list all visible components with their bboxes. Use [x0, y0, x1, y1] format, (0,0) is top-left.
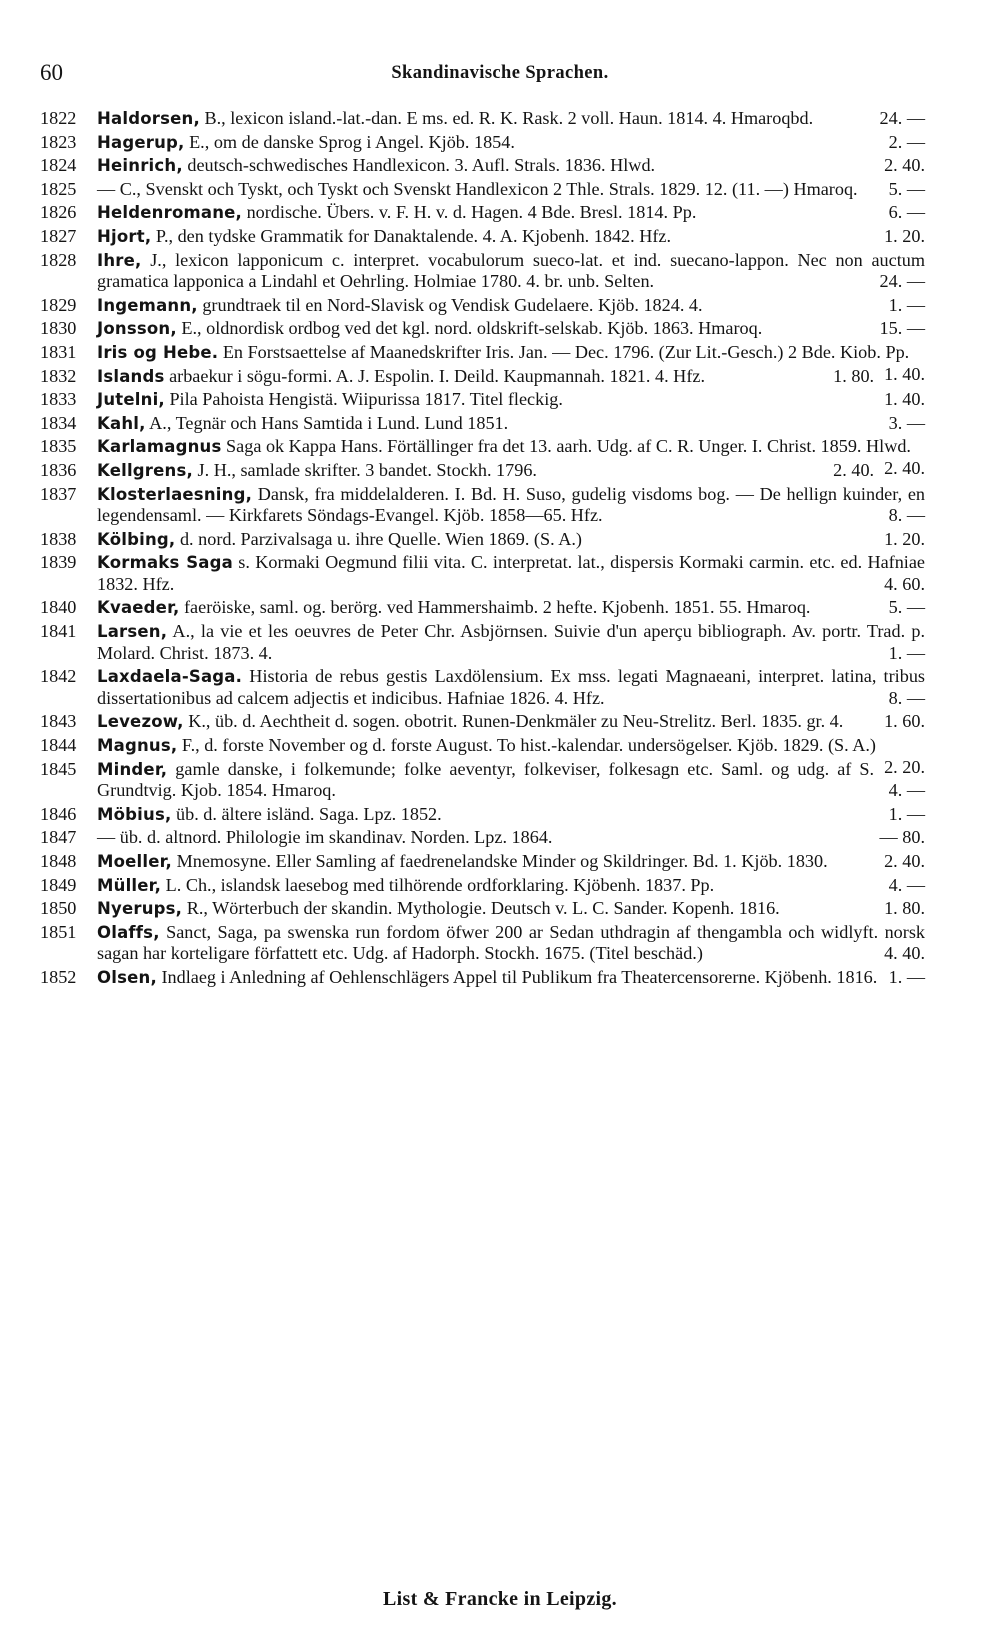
entry-keyword: Kölbing, [97, 529, 176, 549]
entry-price: 1. — [888, 803, 925, 824]
list-item [40, 108, 925, 130]
entry-keyword: Möbius, [97, 804, 172, 824]
entry-keyword: Heldenromane, [97, 203, 243, 223]
entry-price: 5. — [888, 597, 925, 618]
entry-keyword: Hjort, [97, 226, 152, 246]
list-item [40, 621, 925, 664]
entry-keyword: Jutelni, [97, 390, 165, 410]
entry-description: Sanct, Saga, pa swenska run fordom öfwer 200 ar Sedan uthdragin af thengambla och widlyft. norsk sagan har korteligare författett etc. Udg. af Hadorph. Stockh. 1675. (Titel beschäd.) [97, 921, 925, 964]
entry-number: 1835 [40, 436, 77, 457]
entry-description: B., lexicon island.-lat.-dan. E ms. ed. R. K. Rask. 2 voll. Haun. 1814. 4. Hmaroqbd. [199, 108, 814, 128]
entry-price: 1. 20. [884, 528, 925, 549]
list-item [40, 804, 925, 826]
list-item [40, 851, 925, 873]
list-item [40, 457, 925, 482]
list-item [40, 922, 925, 965]
entry-description: deutsch-schwedisches Handlexicon. 3. Aufl. Strals. 1836. Hlwd. [182, 155, 656, 176]
entry-number: 1838 [40, 528, 77, 549]
list-item [40, 413, 925, 435]
entry-price: 2. 40. [884, 155, 925, 176]
entry-number: 1843 [40, 711, 77, 732]
entry-keyword: Laxdaela-Saga. [97, 667, 243, 687]
entry-price: 2. 20. [884, 756, 925, 777]
entry-price: 15. — [879, 318, 925, 339]
entry-price: 1. 80. [884, 898, 925, 919]
entry-price: 8. — [888, 687, 925, 708]
entry-number: 1846 [40, 803, 77, 824]
entry-keyword: Karlamagnus [97, 437, 222, 457]
entry-body [97, 155, 925, 177]
entry-number: 1831 [40, 341, 77, 362]
list-item [40, 484, 925, 527]
entry-price: 5. — [888, 178, 925, 199]
list-item [40, 827, 925, 849]
entry-description: gamle danske, i folkemunde; folke aeventyr, folkeviser, folkesagn etc. Saml. og udg. af S. Grundtvig. Kjob. 1854. Hmaroq. [97, 758, 875, 801]
entry-keyword: Iris og Hebe. [97, 342, 219, 362]
entry-description: Indlaeg i Anledning af Oehlenschlägers Appel til Publikum fra Theatercensorerne. Kjöbenh. 1816. [156, 966, 878, 987]
entry-description: E., oldnordisk ordbog ved det kgl. nord. oldskrift-selskab. Kjöb. 1863. Hmaroq. [176, 318, 763, 339]
entry-body [97, 666, 925, 709]
entry-description: — C., Svenskt och Tyskt, och Tyskt och Svenskt Handlexicon 2 Thle. Strals. 1829. 12. (11. —) Hmaroq. [97, 178, 858, 199]
entry-price: 3. — [888, 412, 925, 433]
page-number: 60 [40, 60, 63, 85]
entry-description: R., Wörterbuch der skandin. Mythologie. Deutsch v. L. C. Sander. Kopenh. 1816. [182, 898, 780, 919]
entry-body [97, 804, 925, 826]
entry-body [97, 457, 925, 482]
list-item [40, 711, 925, 733]
entry-price: 1. 80. [833, 365, 875, 386]
publisher-footer: List & Francke in Leipzig. [383, 1588, 617, 1610]
entry-body [97, 226, 925, 248]
entry-number: 1828 [40, 249, 77, 270]
entry-body [97, 711, 925, 733]
entry-price: 6. — [888, 202, 925, 223]
entry-description: E., om de danske Sprog i Angel. Kjöb. 1854. [184, 131, 515, 152]
list-item [40, 552, 925, 595]
entry-number: 1826 [40, 202, 77, 223]
list-item [40, 756, 925, 802]
entry-body [97, 875, 925, 897]
entry-body [97, 827, 925, 849]
entry-body [97, 756, 925, 802]
running-title: Skandinavische Sprachen. [391, 63, 609, 83]
entry-number: 1839 [40, 552, 77, 573]
entry-description: nordische. Übers. v. F. H. v. d. Hagen. 4 Bde. Bresl. 1814. Pp. [242, 202, 697, 223]
list-item [40, 363, 925, 388]
entry-description: Historia de rebus gestis Laxdölensium. Ex mss. legati Magnaeani, interpret. latina, tribus dissertationibus ad calcem adjectis et indicibus. Hafniae 1826. 4. Hfz. [97, 666, 925, 708]
entry-description: J., lexicon lapponicum c. interpret. vocabulorum sueco-lat. et ind. suecano-lappon. Nec non auctum gramatica lapponica a Lindahl et Oehrling. Holmiae 1780. 4. br. unb. Selten. [97, 249, 925, 292]
entry-body [97, 484, 925, 527]
entry-price: 4. 40. [884, 943, 925, 964]
entry-keyword: Magnus, [97, 736, 178, 756]
entry-price: 4. — [888, 780, 925, 801]
entry-description: A., la vie et les oeuvres de Peter Chr. Asbjörnsen. Suivie d'un aperçu bibliograph. Av. portr. Trad. p. Molard. Christ. 1873. 4. [97, 621, 925, 663]
entry-number: 1851 [40, 921, 77, 942]
entry-keyword: Kahl, [97, 413, 146, 433]
entry-number: 1836 [40, 459, 77, 480]
entry-price: 2. 40. [884, 457, 925, 478]
entry-number: 1827 [40, 225, 77, 246]
entry-description: — üb. d. altnord. Philologie im skandinav. Norden. Lpz. 1864. [97, 827, 553, 848]
entry-description: P., den tydske Grammatik for Danaktalende. 4. A. Kjobenh. 1842. Hfz. [151, 225, 672, 246]
list-item [40, 898, 925, 920]
entry-description: s. Kormaki Oegmund filii vita. C. interpretat. lat., dispersis Kormaki carmin. etc. ed. Hafniae 1832. Hfz. [97, 552, 925, 594]
entry-keyword: Ingemann, [97, 295, 198, 315]
entry-number: 1842 [40, 666, 77, 687]
entry-number: 1848 [40, 851, 77, 871]
entry-price: 1. — [888, 966, 925, 987]
entry-number: 1837 [40, 483, 77, 504]
entry-number: 1834 [40, 412, 77, 433]
entry-keyword: Kormaks Saga [97, 553, 233, 573]
list-item [40, 529, 925, 551]
entry-price: 2. 40. [884, 851, 925, 871]
entry-price: 4. — [888, 874, 925, 895]
list-item [40, 179, 925, 201]
entry-keyword: Klosterlaesning, [97, 484, 253, 504]
entry-body [97, 202, 925, 224]
entry-description: Pila Pahoista Hengistä. Wiipurissa 1817. Titel fleckig. [164, 389, 563, 410]
entry-body [97, 295, 925, 317]
entry-keyword: Müller, [97, 875, 162, 895]
entry-keyword: Levezow, [97, 712, 184, 732]
entry-body [97, 179, 925, 201]
entry-description: Mnemosyne. Eller Samling af faedrenelandske Minder og Skildringer. Bd. 1. Kjöb. 1830. [172, 851, 828, 871]
entry-body [97, 552, 925, 595]
entry-description: Saga ok Kappa Hans. Förtällinger fra det 13. aarh. Udg. af C. R. Unger. I. Christ. 1859. Hlwd. [221, 436, 911, 457]
entry-body [97, 250, 925, 293]
entry-keyword: Jonsson, [97, 319, 177, 339]
entry-number: 1829 [40, 294, 77, 315]
entry-number: 1847 [40, 827, 77, 848]
entry-description: L. Ch., islandsk laesebog med tilhörende ordforklaring. Kjöbenh. 1837. Pp. [161, 874, 715, 895]
list-item [40, 202, 925, 224]
entry-price: 1. 20. [884, 225, 925, 246]
entry-price: 1. 60. [884, 711, 925, 732]
entry-keyword: Larsen, [97, 622, 168, 642]
entry-description: A., Tegnär och Hans Samtida i Lund. Lund 1851. [145, 412, 509, 433]
entry-price: 1. 40. [884, 389, 925, 410]
entry-price: 4. 60. [884, 573, 925, 594]
entry-number: 1849 [40, 874, 77, 895]
entry-price: 2. 40. [833, 459, 875, 480]
list-item [40, 318, 925, 340]
entry-body [97, 967, 925, 989]
entry-body [97, 898, 925, 920]
list-item [40, 875, 925, 897]
entry-description: grundtraek til en Nord-Slavisk og Vendisk Gudelaere. Kjöb. 1824. 4. [197, 294, 703, 315]
entry-body [97, 851, 925, 873]
entry-price: 1. — [888, 294, 925, 315]
entry-number: 1823 [40, 131, 77, 152]
entry-number: 1832 [40, 365, 77, 386]
list-item [40, 250, 925, 293]
entry-list [40, 108, 925, 989]
entry-body [97, 413, 925, 435]
entry-body [97, 922, 925, 965]
list-item [40, 226, 925, 248]
entry-keyword: Islands [97, 366, 165, 386]
entry-keyword: Haldorsen, [97, 109, 200, 128]
entry-keyword: Kellgrens, [97, 460, 193, 480]
entry-body [97, 318, 925, 340]
entry-price: 24. — [879, 271, 925, 292]
entry-number: 1845 [40, 758, 77, 779]
entry-number: 1825 [40, 178, 77, 199]
entry-body [97, 529, 925, 551]
entry-body [97, 108, 925, 130]
entry-number: 1844 [40, 735, 77, 756]
list-item [40, 967, 925, 989]
entry-body [97, 597, 925, 619]
entry-description: üb. d. ältere isländ. Saga. Lpz. 1852. [171, 803, 442, 824]
entry-keyword: Kvaeder, [97, 598, 180, 618]
entry-description: faeröiske, saml. og. berörg. ved Hammershaimb. 2 hefte. Kjobenh. 1851. 55. Hmaroq. [179, 597, 811, 618]
entry-body [97, 621, 925, 664]
entry-description: Dansk, fra middelalderen. I. Bd. H. Suso, gudelig visdoms bog. — De hellign kuinder, en legendensaml. — Kirkfarets Söndags-Evangel. Kjöb. 1858—65. Hfz. [97, 483, 925, 526]
entry-price: 1. — [888, 642, 925, 663]
list-item [40, 155, 925, 177]
entry-description: K., üb. d. Aechtheit d. sogen. obotrit. Runen-Denkmäler zu Neu-Strelitz. Berl. 1835. gr. 4. [183, 711, 844, 732]
entry-keyword: Ihre, [97, 250, 142, 270]
entry-price: 24. — [879, 108, 925, 128]
entry-price: 8. — [888, 505, 925, 526]
list-item [40, 295, 925, 317]
entry-description: F., d. forste November og d. forste August. To hist.-kalendar. undersögelser. Kjöb. 1829. (S. A.) [177, 735, 876, 756]
list-item [40, 132, 925, 154]
entry-body [97, 389, 925, 411]
list-item [40, 389, 925, 411]
entry-keyword: Moeller, [97, 852, 173, 871]
entry-number: 1822 [40, 108, 77, 128]
entry-number: 1833 [40, 389, 77, 410]
entry-body [97, 363, 925, 388]
entry-price: — 80. [879, 827, 925, 848]
entry-price: 2. — [888, 131, 925, 152]
entry-keyword: Olaffs, [97, 922, 160, 942]
list-item [40, 597, 925, 619]
entry-number: 1830 [40, 318, 77, 339]
entry-description: J. H., samlade skrifter. 3 bandet. Stockh. 1796. [192, 459, 537, 480]
entry-keyword: Hagerup, [97, 132, 185, 152]
entry-description: d. nord. Parzivalsaga u. ihre Quelle. Wien 1869. (S. A.) [175, 528, 582, 549]
entry-description: En Forstsaettelse af Maanedskrifter Iris. Jan. — Dec. 1796. (Zur Lit.-Gesch.) 2 Bde. Kiob. Pp. [218, 341, 910, 362]
entry-number: 1840 [40, 597, 77, 618]
entry-body [97, 132, 925, 154]
entry-number: 1850 [40, 898, 77, 919]
entry-keyword: Minder, [97, 759, 168, 779]
entry-keyword: Heinrich, [97, 156, 183, 176]
list-item [40, 666, 925, 709]
entry-number: 1824 [40, 155, 77, 176]
entry-number: 1852 [40, 966, 77, 987]
entry-number: 1841 [40, 621, 77, 642]
entry-keyword: Olsen, [97, 967, 157, 987]
entry-price: 1. 40. [884, 363, 925, 384]
entry-description: arbaekur i sögu-formi. A. J. Espolin. I. Deild. Kaupmannah. 1821. 4. Hfz. [164, 365, 705, 386]
entry-keyword: Nyerups, [97, 899, 183, 919]
